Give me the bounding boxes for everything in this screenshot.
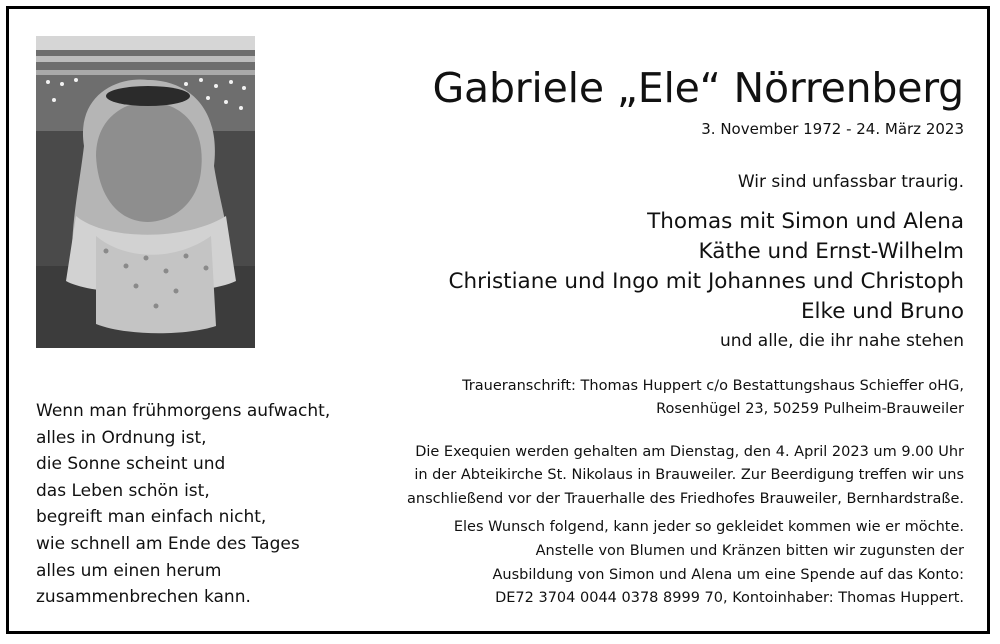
poem-line: begreift man einfach nicht, [36,507,267,528]
dress-wish: Eles Wunsch folgend, kann jeder so gekleidet kommen wie er möchte. [453,519,964,535]
mourner-line: Elke und Bruno [800,299,964,324]
deceased-name: Gabriele „Ele“ Nörrenberg [432,64,964,112]
life-dates: 3. November 1972 - 24. März 2023 [701,120,964,138]
poem [36,398,330,611]
grief-statement: Wir sind unfassbar traurig. [737,172,964,192]
mourner-line: Christiane und Ingo mit Johannes und Christoph [448,269,964,294]
mourner-line: Thomas mit Simon und Alena [647,209,964,234]
address-line: Rosenhügel 23, 50259 Pulheim-Brauweiler [656,401,964,417]
donation-line: DE72 3704 0044 0378 8999 70, Kontoinhaber: Thomas Huppert. [495,590,964,606]
poem-line: Wenn man frühmorgens aufwacht, [36,401,331,421]
others-line: und alle, die ihr nahe stehen [720,331,964,351]
portrait-photo [36,36,255,348]
service-line: anschließend vor der Trauerhalle des Friedhofes Brauweiler, Bernhardstraße. [407,490,964,507]
mourning-address [462,375,964,421]
poem-line: zusammenbrechen kann. [36,587,251,608]
poem-line: alles um einen herum [36,560,222,581]
poem-line: alles in Ordnung ist, [36,427,207,448]
donation-line: Anstelle von Blumen und Kränzen bitten wir zugunsten der [535,543,964,559]
address-line: Traueranschrift: Thomas Huppert c/o Bestattungshaus Schieffer oHG, [462,378,964,394]
poem-line: wie schnell am Ende des Tages [36,533,300,554]
service-line: Die Exequien werden gehalten am Dienstag, den 4. April 2023 um 9.00 Uhr [415,444,964,460]
poem-line: das Leben schön ist, [36,480,210,501]
mourner-line: Käthe und Ernst-Wilhelm [698,239,964,264]
donation-line: Ausbildung von Simon und Alena um eine Spende auf das Konto: [492,566,964,583]
mourners-list [449,207,965,327]
poem-line: die Sonne scheint und [36,454,226,475]
donation-request [492,540,964,611]
service-line: in der Abteikirche St. Nikolaus in Brauweiler. Zur Beerdigung treffen wir uns [414,467,964,484]
service-details [407,441,964,511]
